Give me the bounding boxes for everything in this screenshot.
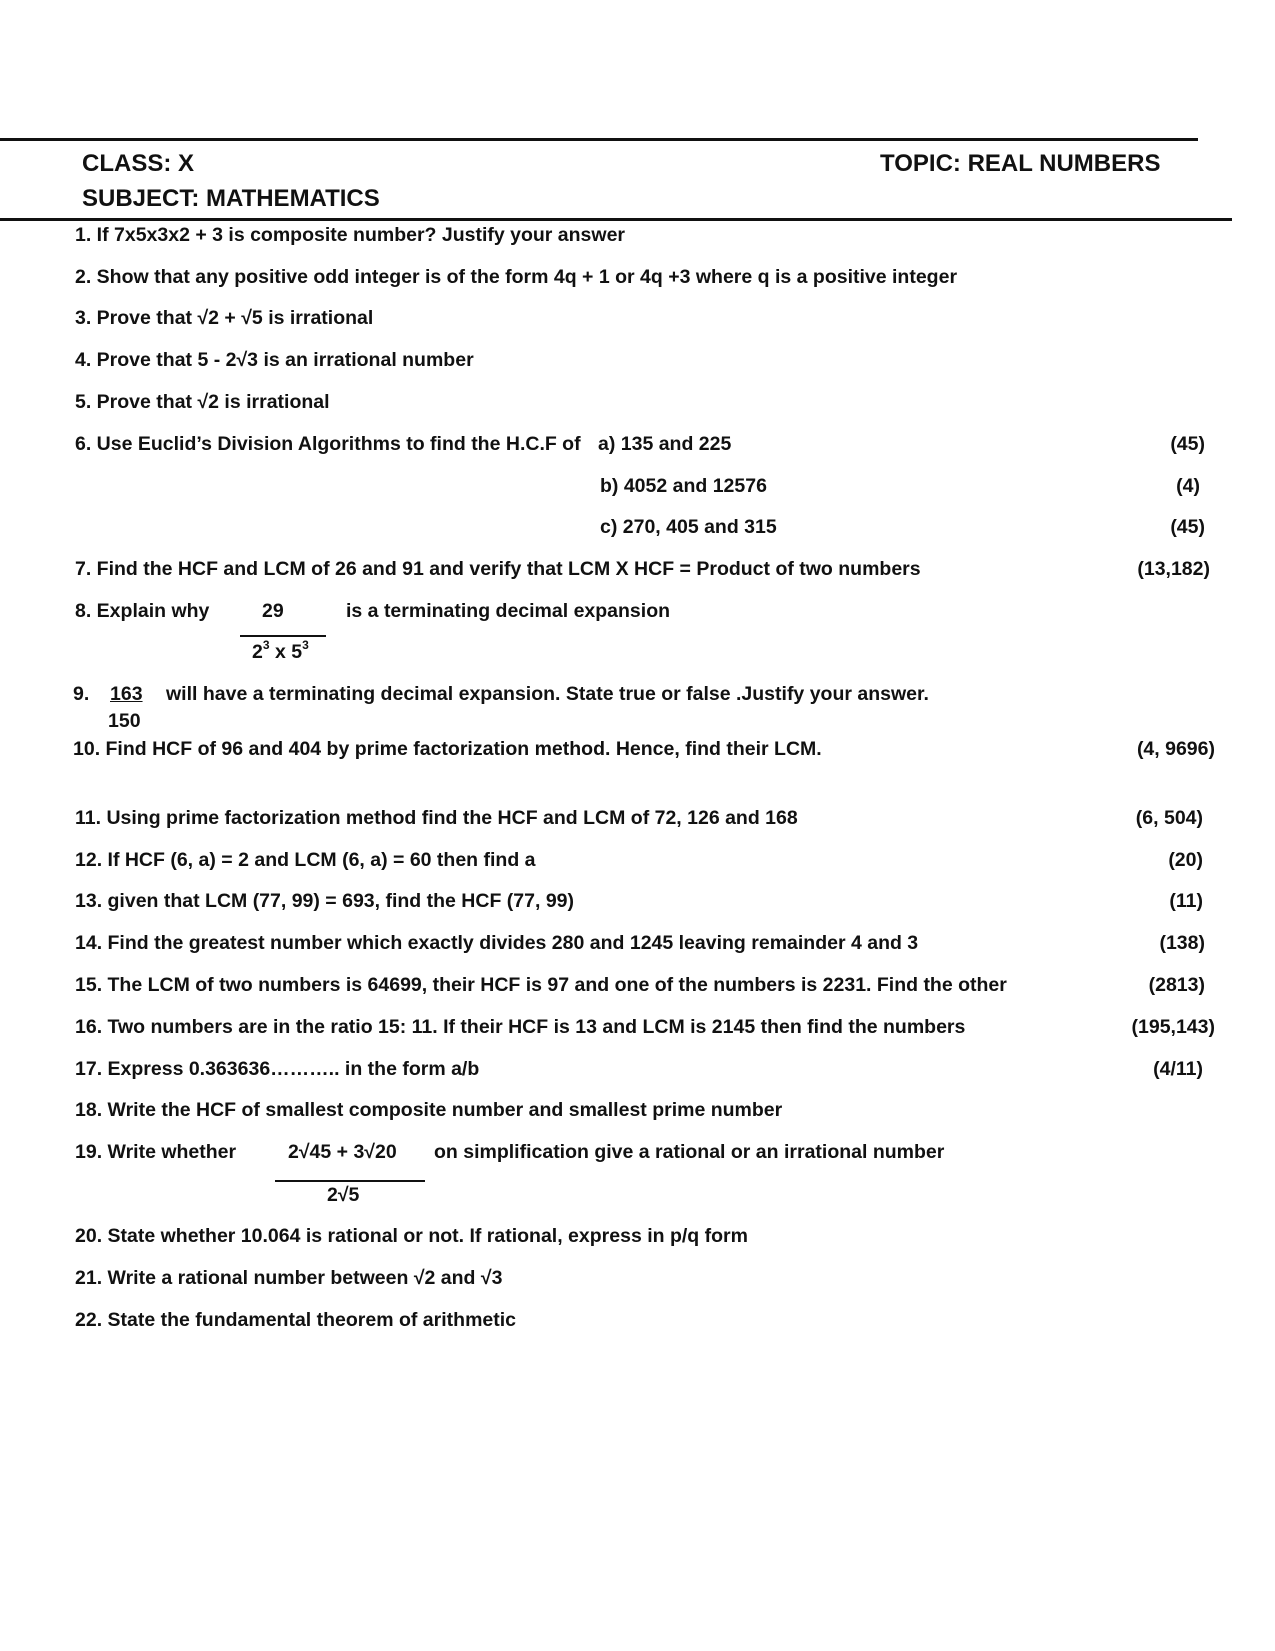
question-2: 2. Show that any positive odd integer is of the form 4q + 1 or 4q +3 where q is a positive integer xyxy=(75,266,958,288)
question-1: 1. If 7x5x3x2 + 3 is composite number? Justify your answer xyxy=(75,224,626,246)
question-6-part-a: a) 135 and 225 xyxy=(598,433,732,455)
question-8-fraction-bar xyxy=(240,635,326,637)
question-8-suffix: is a terminating decimal expansion xyxy=(346,600,671,622)
question-4: 4. Prove that 5 - 2√3 is an irrational number xyxy=(75,349,474,371)
question-13: 13. given that LCM (77, 99) = 693, find the HCF (77, 99) xyxy=(75,890,575,912)
subject-label: SUBJECT: MATHEMATICS xyxy=(82,185,380,212)
topic-label: TOPIC: REAL NUMBERS xyxy=(880,150,1161,177)
question-9-numerator: 163 xyxy=(110,683,143,705)
answer-6c: (45) xyxy=(1170,516,1205,538)
header-bottom-rule xyxy=(0,218,1232,221)
question-15: 15. The LCM of two numbers is 64699, their HCF is 97 and one of the numbers is 2231. Find the other xyxy=(75,974,1007,996)
question-6-part-b: b) 4052 and 12576 xyxy=(600,475,767,497)
question-8-prefix: 8. Explain why xyxy=(75,600,210,622)
question-6-part-c: c) 270, 405 and 315 xyxy=(600,516,777,538)
question-12: 12. If HCF (6, a) = 2 and LCM (6, a) = 60 then find a xyxy=(75,849,536,871)
answer-6b: (4) xyxy=(1176,475,1200,497)
question-10: 10. Find HCF of 96 and 404 by prime factorization method. Hence, find their LCM. xyxy=(73,738,822,760)
answer-12: (20) xyxy=(1168,849,1203,871)
answer-7: (13,182) xyxy=(1137,558,1210,580)
question-21: 21. Write a rational number between √2 and √3 xyxy=(75,1267,503,1289)
question-7: 7. Find the HCF and LCM of 26 and 91 and verify that LCM X HCF = Product of two numbers xyxy=(75,558,921,580)
answer-10: (4, 9696) xyxy=(1136,738,1215,760)
question-19-denominator: 2√5 xyxy=(327,1184,360,1206)
question-19-prefix: 19. Write whether xyxy=(75,1141,237,1163)
answer-16: (195,143) xyxy=(1131,1016,1215,1038)
class-label: CLASS: X xyxy=(82,150,195,177)
answer-6a: (45) xyxy=(1170,433,1205,455)
top-rule xyxy=(0,138,1198,141)
question-18: 18. Write the HCF of smallest composite number and smallest prime number xyxy=(75,1099,783,1121)
question-6: 6. Use Euclid’s Division Algorithms to find the H.C.F of xyxy=(75,433,581,455)
question-16: 16. Two numbers are in the ratio 15: 11. If their HCF is 13 and LCM is 2145 then find the numbers xyxy=(75,1016,966,1038)
question-9-text: will have a terminating decimal expansion. State true or false .Justify your answer. xyxy=(166,683,929,705)
answer-14: (138) xyxy=(1159,932,1205,954)
question-8-denominator: $2^3$ x $5^3$ xyxy=(252,638,309,663)
question-11: 11. Using prime factorization method find the HCF and LCM of 72, 126 and 168 xyxy=(75,807,798,829)
question-22: 22. State the fundamental theorem of arithmetic xyxy=(75,1309,517,1331)
question-9-number: 9. xyxy=(73,683,90,705)
answer-13: (11) xyxy=(1169,890,1203,912)
question-14: 14. Find the greatest number which exactly divides 280 and 1245 leaving remainder 4 and 3 xyxy=(75,932,919,954)
question-19-numerator: 2√45 + 3√20 xyxy=(288,1141,397,1163)
question-20: 20. State whether 10.064 is rational or not. If rational, express in p/q form xyxy=(75,1225,748,1247)
answer-15: (2813) xyxy=(1148,974,1205,996)
question-3: 3. Prove that √2 + √5 is irrational xyxy=(75,307,374,329)
question-19-fraction-bar xyxy=(275,1180,425,1182)
answer-11: (6, 504) xyxy=(1135,807,1203,829)
answer-17: (4/11) xyxy=(1153,1058,1203,1080)
question-8-numerator: 29 xyxy=(262,600,284,622)
question-5: 5. Prove that √2 is irrational xyxy=(75,391,330,413)
question-19-suffix: on simplification give a rational or an irrational number xyxy=(434,1141,945,1163)
question-17: 17. Express 0.363636……….. in the form a/b xyxy=(75,1058,480,1080)
question-9-denominator: 150 xyxy=(108,710,141,732)
